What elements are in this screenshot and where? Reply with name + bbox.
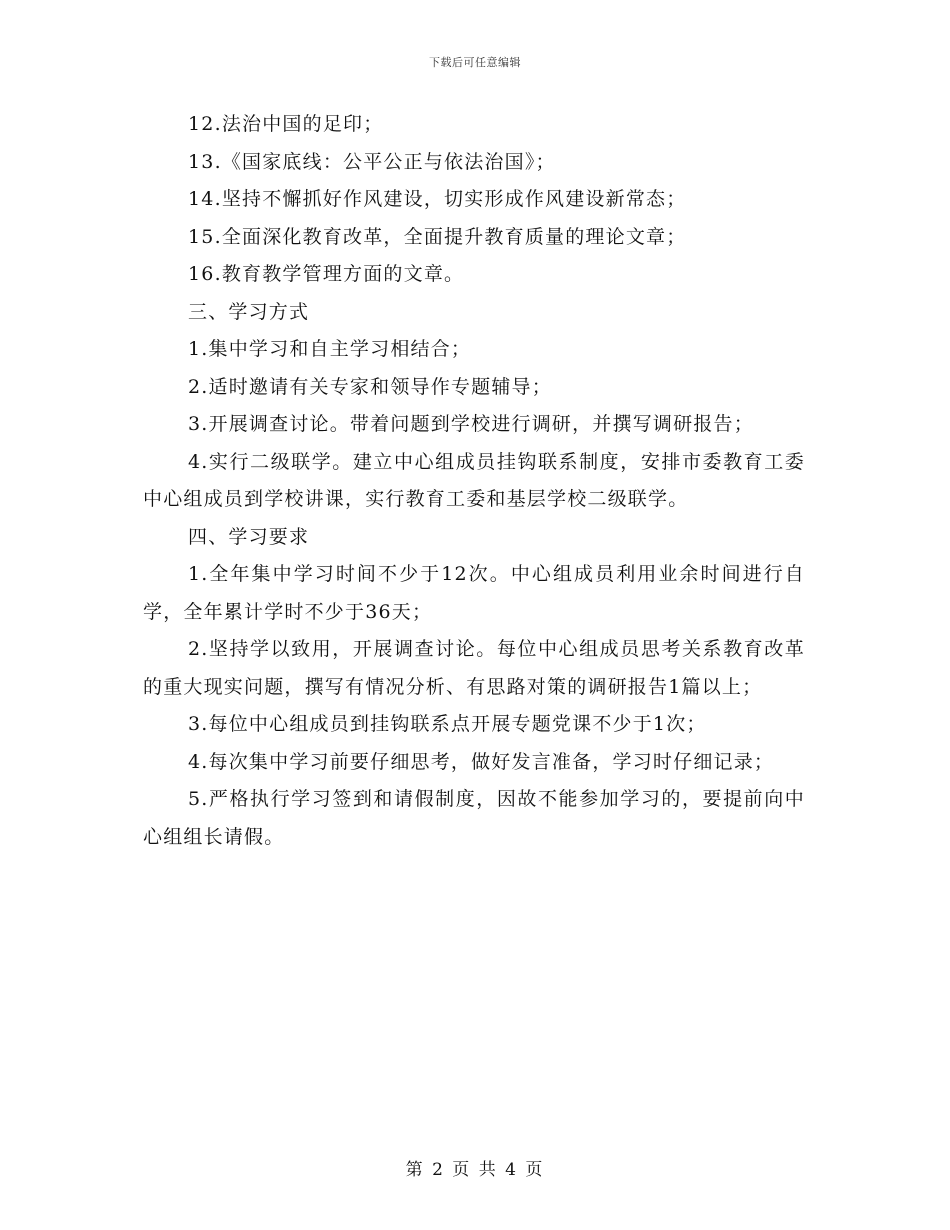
item-16-teaching-management: 16.教育教学管理方面的文章。 (188, 263, 465, 285)
page-number-footer: 第 2 页 共 4 页 (405, 1160, 545, 1180)
item-12-rule-of-law: 12.法治中国的足印； (188, 113, 384, 135)
method-4: 4.实行二级联学。建立中心组成员挂钩联系制度，安排市委教育工委中心组成员到学校讲课，实行教育工委和基层学校二级联学。 (143, 450, 805, 510)
method-1: 1.集中学习和自主学习相结合； (188, 338, 472, 360)
item-15-education-reform: 15.全面深化教育改革，全面提升教育质量的理论文章； (188, 225, 687, 248)
requirement-4: 4.每次集中学习前要仔细思考，做好发言准备，学习时仔细记录； (188, 750, 775, 773)
item-13-national-bottom-line: 13.《国家底线：公平公正与依法治国》； (188, 150, 556, 173)
requirement-5: 5.严格执行学习签到和请假制度，因故不能参加学习的，要提前向中心组组长请假。 (143, 788, 805, 848)
document-body (143, 106, 805, 856)
section-heading-study-requirements: 四、学习要求 (188, 525, 310, 548)
requirement-1: 1.全年集中学习时间不少于12次。中心组成员利用业余时间进行自学，全年累计学时不少于36天； (143, 563, 805, 623)
section-heading-study-methods: 三、学习方式 (188, 300, 310, 323)
method-3: 3.开展调查讨论。带着问题到学校进行调研，并撰写调研报告； (188, 413, 754, 435)
page-header-note: 下载后可任意编辑 (429, 56, 521, 69)
item-14-work-style: 14.坚持不懈抓好作风建设，切实形成作风建设新常态； (188, 188, 687, 210)
method-2: 2.适时邀请有关专家和领导作专题辅导； (188, 375, 552, 398)
requirement-2: 2.坚持学以致用，开展调查讨论。每位中心组成员思考关系教育改革的重大现实问题，撰写有情况分析、有思路对策的调研报告1篇以上； (143, 638, 805, 698)
requirement-3: 3.每位中心组成员到挂钩联系点开展专题党课不少于1次； (188, 713, 707, 735)
